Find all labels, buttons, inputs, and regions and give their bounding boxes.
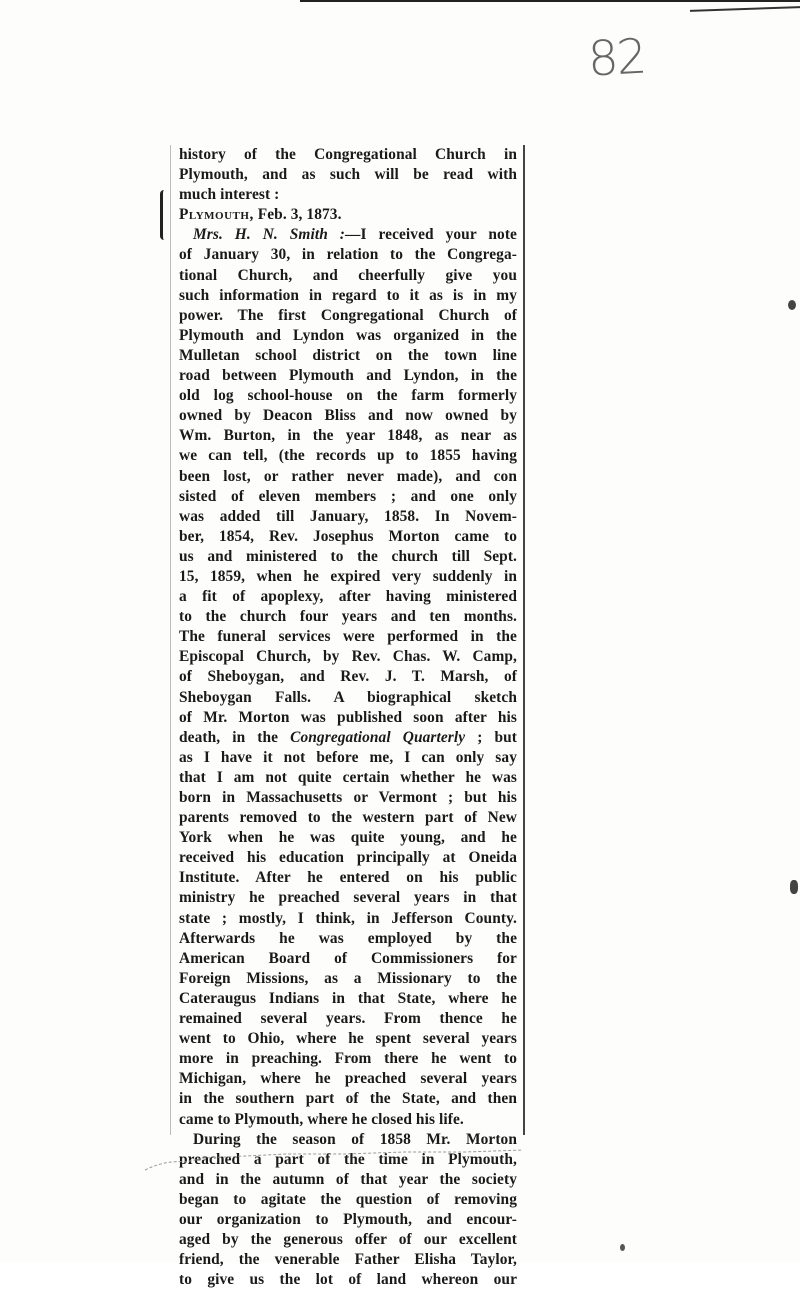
text-line: preached a part of the time in Plymouth,	[179, 1150, 517, 1168]
text-line: friend, the venerable Father Elisha Taylor,	[179, 1251, 517, 1269]
top-corner-mark	[690, 0, 800, 12]
text-line: —I received your note	[345, 226, 517, 244]
salutation: Mrs. H. N. Smith :	[193, 226, 346, 244]
text-line: Foreign Missions, as a Missionary to the	[179, 969, 517, 987]
text-line: American Board of Commissioners for	[179, 949, 517, 967]
text-line: owned by Deacon Bliss and now owned by	[179, 407, 517, 425]
text-fragment: death, in the	[179, 728, 291, 746]
text-line: old log school-house on the farm formerly	[179, 387, 517, 405]
text-line: power. The first Congregational Church of	[179, 306, 517, 324]
text-line: Institute. After he entered on his public	[179, 869, 517, 887]
quarterly-line	[179, 728, 517, 748]
text-line: Afterwards he was employed by the	[179, 929, 517, 947]
text-line: as I have it not before me, I can only say	[179, 748, 517, 766]
text-line: and in the autumn of that year the society	[179, 1170, 517, 1188]
text-line: received his education principally at Oneida	[179, 849, 517, 867]
text-line: remained several years. From thence he	[179, 1010, 517, 1028]
text-line: 15, 1859, when he expired very suddenly in	[179, 567, 517, 585]
text-line: been lost, or rather never made), and con	[179, 467, 517, 485]
text-line: a fit of apoplexy, after having ministered	[179, 588, 517, 606]
text-line: us and ministered to the church till Sept.	[179, 547, 517, 565]
text-line: parents removed to the western part of New	[179, 809, 517, 827]
torn-edge	[145, 1140, 525, 1180]
newspaper-clipping	[170, 145, 525, 1289]
text-line: much interest :	[179, 186, 280, 204]
text-line: Sheboygan Falls. A biographical sketch	[179, 688, 517, 706]
text-line: our organization to Plymouth, and encour-	[179, 1210, 517, 1228]
quarterly-title: Congregational Quarterly	[290, 728, 466, 746]
text-fragment: ; but	[465, 728, 517, 746]
text-line: state ; mostly, I think, in Jefferson County.	[179, 909, 517, 927]
dateline	[179, 205, 517, 225]
text-line: that I am not quite certain whether he was	[179, 768, 517, 786]
text-line: ber, 1854, Rev. Josephus Morton came to	[179, 527, 517, 545]
text-line: history of the Congregational Church in	[179, 146, 517, 163]
text-line: Michigan, where he preached several years	[179, 1070, 517, 1088]
text-line: ministry he preached several years in that	[179, 889, 517, 907]
text-line: aged by the generous offer of our excellent	[179, 1231, 517, 1249]
text-line: to the church four years and ten months.	[179, 608, 517, 626]
text-line: Plymouth and Lyndon was organized in the	[179, 326, 517, 344]
text-line: The funeral services were performed in the	[179, 628, 517, 646]
salutation-line	[179, 225, 517, 245]
clipping-text	[179, 145, 517, 1290]
text-line: Mulletan school district on the town line	[179, 346, 517, 364]
dateline-date: Feb. 3, 1873.	[253, 206, 342, 224]
paragraph-1	[179, 245, 517, 727]
text-line: tional Church, and cheerfully give you	[179, 266, 517, 284]
text-line: of Mr. Morton was published soon after his	[179, 708, 517, 726]
text-line: of Sheboygan, and Rev. J. T. Marsh, of	[179, 668, 517, 686]
text-line: such information in regard to it as is in my	[179, 286, 517, 304]
text-line: sisted of eleven members ; and one only	[179, 487, 517, 505]
paragraph-1b	[179, 748, 517, 1130]
text-line: began to agitate the question of removing	[179, 1190, 517, 1208]
text-line: more in preaching. From there he went to	[179, 1050, 517, 1068]
text-line: Episcopal Church, by Rev. Chas. W. Camp,	[179, 648, 517, 666]
scan-speck	[788, 300, 796, 310]
text-line: York when he was quite young, and he	[179, 829, 517, 847]
text-line: of January 30, in relation to the Congrega-	[179, 246, 517, 264]
text-line: came to Plymouth, where he closed his life.	[179, 1110, 464, 1128]
left-bracket-mark	[160, 190, 169, 240]
text-line: in the southern part of the State, and then	[179, 1090, 517, 1108]
text-line: we can tell, (the records up to 1855 having	[179, 447, 517, 465]
text-line: to give us the lot of land whereon our	[179, 1271, 517, 1289]
dateline-place: Plymouth,	[179, 206, 254, 224]
text-line: went to Ohio, where he spent several years	[179, 1030, 517, 1048]
text-line: During the season of 1858 Mr. Morton	[193, 1130, 517, 1148]
text-line: was added till January, 1858. In Novem-	[179, 507, 517, 525]
text-line: born in Massachusetts or Vermont ; but his	[179, 789, 517, 806]
scan-speck	[620, 1244, 625, 1251]
text-line: road between Plymouth and Lyndon, in the	[179, 367, 517, 385]
text-line: Wm. Burton, in the year 1848, as near as	[179, 427, 517, 445]
handwritten-page-number: 82	[586, 28, 647, 88]
text-line: Plymouth, and as such will be read with	[179, 166, 517, 184]
text-line: Cateraugus Indians in that State, where he	[179, 989, 517, 1007]
scan-speck	[790, 880, 798, 894]
